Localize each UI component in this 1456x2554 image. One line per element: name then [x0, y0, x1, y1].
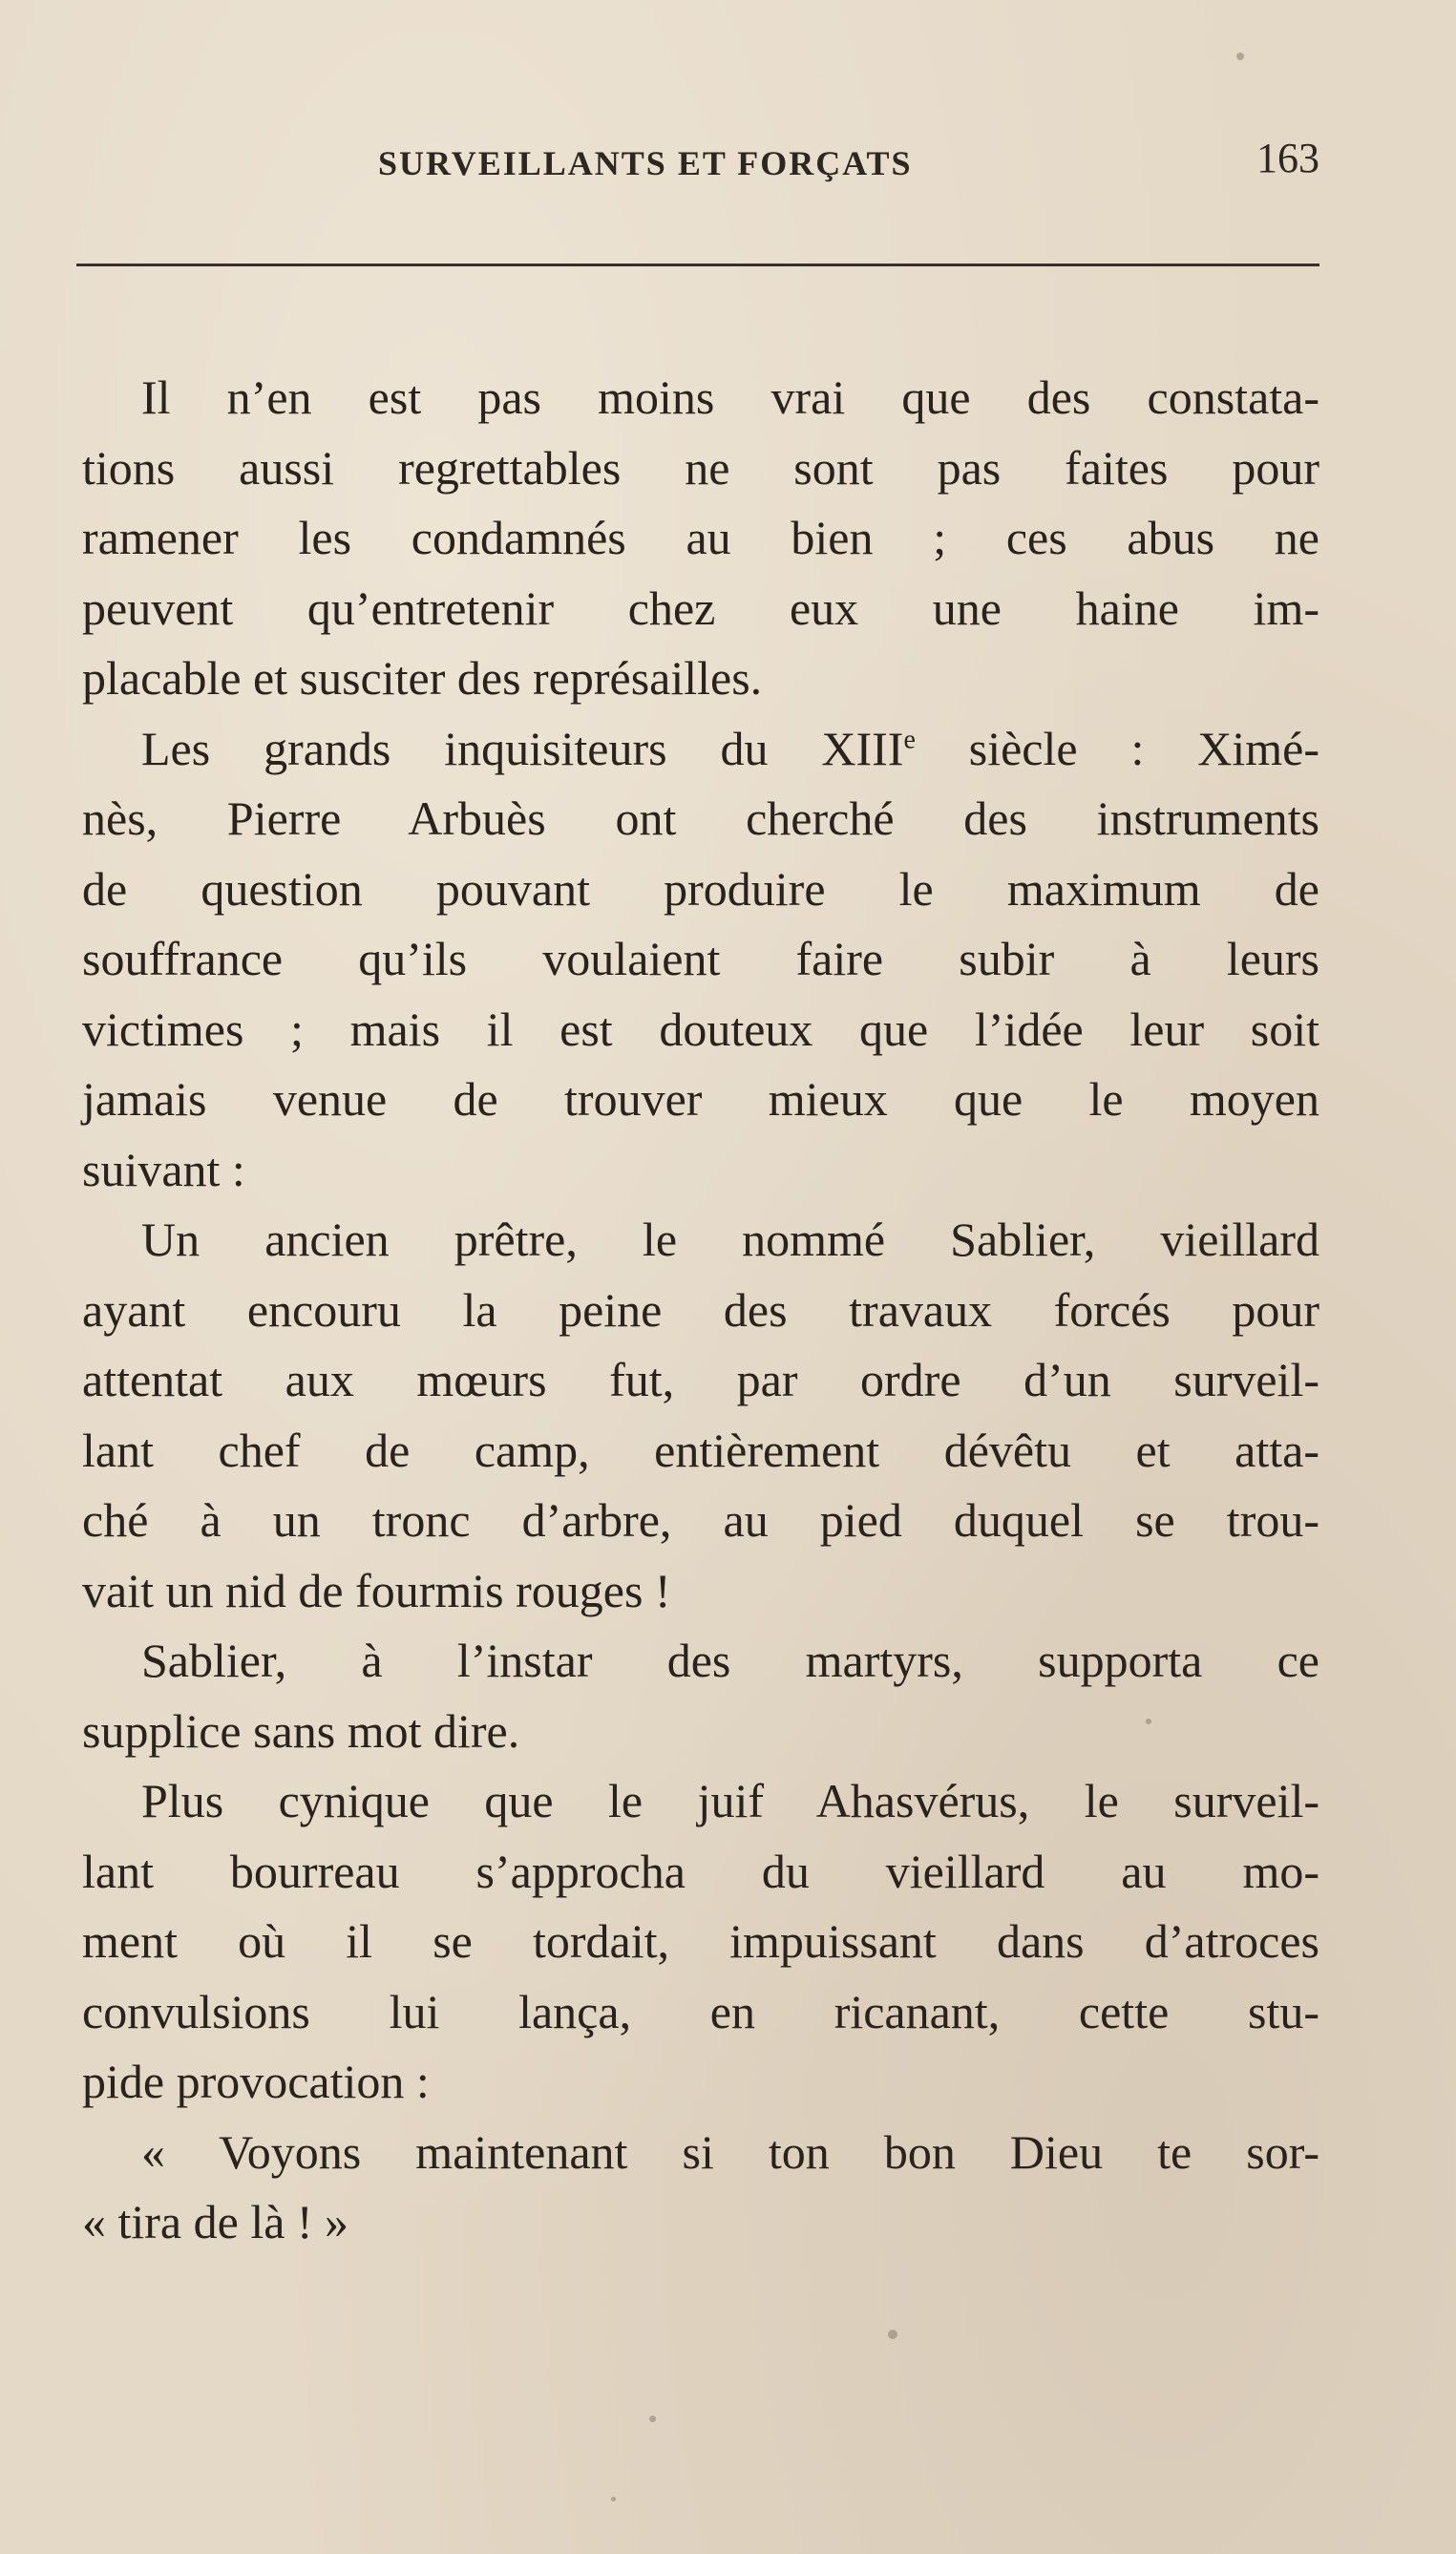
text-line: de question pouvant produire le maximum de [82, 861, 1319, 916]
text-line: pide provocation : [82, 2055, 430, 2108]
text-line: Il n’en est pas moins vrai que des constata- [141, 370, 1319, 424]
text-line: « tira de là ! » [82, 2195, 349, 2248]
text-line: suivant : [82, 1142, 245, 1196]
running-title: SURVEILLANTS ET FORÇATS [378, 144, 913, 182]
header-rule [76, 264, 1319, 266]
body-text [82, 363, 1319, 2258]
century-superscript: e [903, 724, 916, 754]
text-line: vait un nid de fourmis rouges ! [82, 1563, 671, 1617]
text-fragment: siècle : Ximé- [968, 721, 1319, 775]
text-line: souffrance qu’ils voulaient faire subir à leurs [82, 932, 1319, 985]
century-numeral: XIII [821, 721, 904, 775]
text-line: supplice sans mot dire. [82, 1703, 520, 1758]
text-line: ramener les condamnés au bien ; ces abus ne [82, 511, 1319, 564]
text-line: « Voyons maintenant si ton bon Dieu te sor- [141, 2124, 1319, 2179]
text-line: lant bourreau s’approcha du vieillard au mo- [82, 1844, 1319, 1898]
paper-speck [1146, 1719, 1151, 1724]
paper-speck [888, 2330, 897, 2339]
text-line: victimes ; mais il est douteux que l’idée leur soit [82, 1002, 1319, 1056]
text-line: ché à un tronc d’arbre, au pied duquel se trou- [82, 1493, 1319, 1547]
text-line: Sablier, à l’instar des martyrs, supporta ce [141, 1634, 1319, 1687]
text-line: ment où il se tordait, impuissant dans d’atroces [82, 1914, 1319, 1968]
text-line: peuvent qu’entretenir chez eux une haine im- [82, 580, 1319, 635]
text-line: attentat aux mœurs fut, par ordre d’un surveil- [82, 1353, 1319, 1406]
running-head [82, 134, 1319, 191]
text-line-century [82, 714, 1319, 785]
text-line: convulsions lui lança, en ricanant, cette stu- [82, 1984, 1319, 2038]
text-line: lant chef de camp, entièrement dévêtu et atta- [82, 1423, 1319, 1477]
text-line: Plus cynique que le juif Ahasvérus, le surveil- [141, 1774, 1319, 1827]
text-line: jamais venue de trouver mieux que le moyen [82, 1072, 1319, 1126]
text-line: tions aussi regrettables ne sont pas faites pour [82, 440, 1319, 495]
text-line: nès, Pierre Arbuès ont cherché des instruments [82, 792, 1319, 845]
paper-speck [611, 2497, 616, 2501]
text-line: placable et susciter des représailles. [82, 651, 763, 705]
text-fragment: Les grands inquisiteurs du [141, 721, 769, 775]
paper-speck [649, 2416, 656, 2422]
text-line: Un ancien prêtre, le nommé Sablier, vieillard [141, 1213, 1319, 1266]
page-number: 163 [1256, 135, 1319, 181]
paper-speck [1236, 53, 1244, 60]
text-line: ayant encouru la peine des travaux forcés pour [82, 1282, 1319, 1337]
